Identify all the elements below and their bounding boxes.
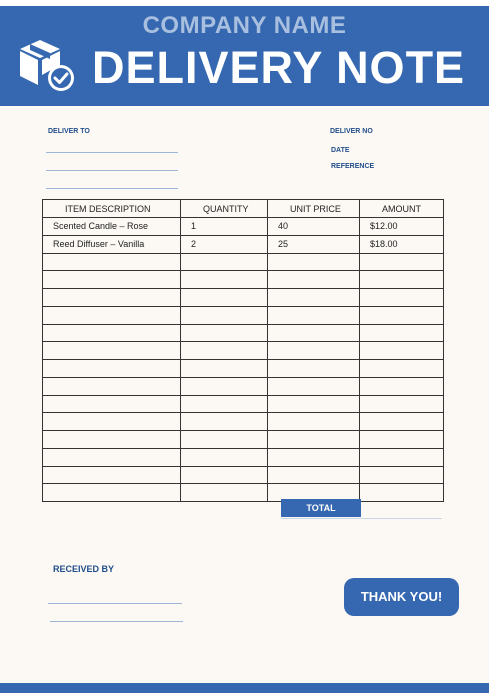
cell-item-description[interactable] <box>43 360 181 378</box>
cell-quantity[interactable] <box>181 466 268 484</box>
delivery-box-check-icon <box>18 37 78 93</box>
cell-unit-price[interactable] <box>268 466 360 484</box>
thank-you-badge: THANK YOU! <box>344 578 459 616</box>
cell-quantity[interactable] <box>181 431 268 449</box>
total-value-line[interactable] <box>281 518 442 519</box>
cell-unit-price[interactable] <box>268 377 360 395</box>
cell-amount[interactable]: $12.00 <box>360 218 444 236</box>
table-row <box>43 360 444 378</box>
reference-label: REFERENCE <box>331 163 375 170</box>
cell-item-description[interactable] <box>43 324 181 342</box>
items-table <box>42 199 444 502</box>
cell-amount[interactable] <box>360 253 444 271</box>
delivery-note-page <box>0 6 489 693</box>
table-row <box>43 342 444 360</box>
cell-item-description[interactable] <box>43 342 181 360</box>
header-banner <box>0 6 489 106</box>
cell-unit-price[interactable] <box>268 448 360 466</box>
deliver-to-line-3[interactable] <box>46 188 178 189</box>
cell-quantity[interactable] <box>181 413 268 431</box>
cell-amount[interactable] <box>360 377 444 395</box>
cell-item-description[interactable] <box>43 253 181 271</box>
cell-item-description[interactable] <box>43 377 181 395</box>
table-row <box>43 306 444 324</box>
cell-quantity[interactable] <box>181 395 268 413</box>
table-row <box>43 289 444 307</box>
cell-unit-price[interactable] <box>268 289 360 307</box>
cell-unit-price[interactable] <box>268 431 360 449</box>
document-title: DELIVERY NOTE <box>92 42 466 93</box>
cell-item-description[interactable] <box>43 289 181 307</box>
cell-item-description[interactable] <box>43 484 181 502</box>
deliver-no-label: DELIVER NO <box>330 128 373 135</box>
cell-quantity[interactable] <box>181 484 268 502</box>
received-by-line-1[interactable] <box>48 603 182 604</box>
cell-amount[interactable] <box>360 448 444 466</box>
table-row <box>43 484 444 502</box>
cell-unit-price[interactable] <box>268 306 360 324</box>
cell-amount[interactable] <box>360 271 444 289</box>
deliver-to-line-1[interactable] <box>46 152 178 153</box>
cell-unit-price[interactable] <box>268 253 360 271</box>
cell-item-description[interactable] <box>43 431 181 449</box>
cell-unit-price[interactable] <box>268 413 360 431</box>
cell-quantity[interactable] <box>181 324 268 342</box>
cell-quantity[interactable] <box>181 289 268 307</box>
table-row <box>43 448 444 466</box>
received-by-label: RECEIVED BY <box>53 564 115 574</box>
cell-amount[interactable] <box>360 466 444 484</box>
total-label: TOTAL <box>281 499 361 517</box>
cell-item-description[interactable] <box>43 466 181 484</box>
table-row <box>43 466 444 484</box>
cell-amount[interactable] <box>360 324 444 342</box>
cell-item-description[interactable] <box>43 271 181 289</box>
table-row <box>43 377 444 395</box>
cell-quantity[interactable] <box>181 342 268 360</box>
column-header-unit-price: UNIT PRICE <box>268 200 360 218</box>
cell-quantity[interactable] <box>181 271 268 289</box>
table-row <box>43 413 444 431</box>
cell-unit-price[interactable] <box>268 395 360 413</box>
table-row <box>43 324 444 342</box>
cell-quantity[interactable] <box>181 360 268 378</box>
table-row <box>43 235 444 253</box>
table-row <box>43 271 444 289</box>
cell-amount[interactable] <box>360 395 444 413</box>
deliver-to-label: DELIVER TO <box>48 128 90 135</box>
cell-item-description[interactable] <box>43 413 181 431</box>
deliver-to-line-2[interactable] <box>46 170 178 171</box>
date-label: DATE <box>331 147 350 154</box>
cell-item-description[interactable] <box>43 448 181 466</box>
cell-amount[interactable] <box>360 413 444 431</box>
cell-unit-price[interactable]: 40 <box>268 218 360 236</box>
column-header-amount: AMOUNT <box>360 200 444 218</box>
cell-quantity[interactable] <box>181 377 268 395</box>
cell-unit-price[interactable]: 25 <box>268 235 360 253</box>
cell-item-description[interactable]: Scented Candle – Rose <box>43 218 181 236</box>
cell-quantity[interactable]: 1 <box>181 218 268 236</box>
cell-unit-price[interactable] <box>268 271 360 289</box>
table-row <box>43 395 444 413</box>
cell-amount[interactable] <box>360 431 444 449</box>
cell-amount[interactable] <box>360 289 444 307</box>
cell-item-description[interactable]: Reed Diffuser – Vanilla <box>43 235 181 253</box>
cell-unit-price[interactable] <box>268 324 360 342</box>
cell-unit-price[interactable] <box>268 360 360 378</box>
cell-quantity[interactable]: 2 <box>181 235 268 253</box>
received-by-line-2[interactable] <box>50 621 183 622</box>
cell-unit-price[interactable] <box>268 342 360 360</box>
column-header-quantity: QUANTITY <box>181 200 268 218</box>
company-name: COMPANY NAME <box>142 12 347 39</box>
cell-amount[interactable] <box>360 360 444 378</box>
table-row <box>43 218 444 236</box>
cell-quantity[interactable] <box>181 253 268 271</box>
table-row <box>43 253 444 271</box>
cell-amount[interactable] <box>360 484 444 502</box>
cell-item-description[interactable] <box>43 395 181 413</box>
cell-quantity[interactable] <box>181 448 268 466</box>
table-row <box>43 431 444 449</box>
cell-amount[interactable] <box>360 342 444 360</box>
cell-amount[interactable] <box>360 306 444 324</box>
footer-band <box>0 683 489 693</box>
cell-quantity[interactable] <box>181 306 268 324</box>
cell-amount[interactable]: $18.00 <box>360 235 444 253</box>
cell-item-description[interactable] <box>43 306 181 324</box>
table-header-row <box>43 200 444 218</box>
column-header-description: ITEM DESCRIPTION <box>43 200 181 218</box>
